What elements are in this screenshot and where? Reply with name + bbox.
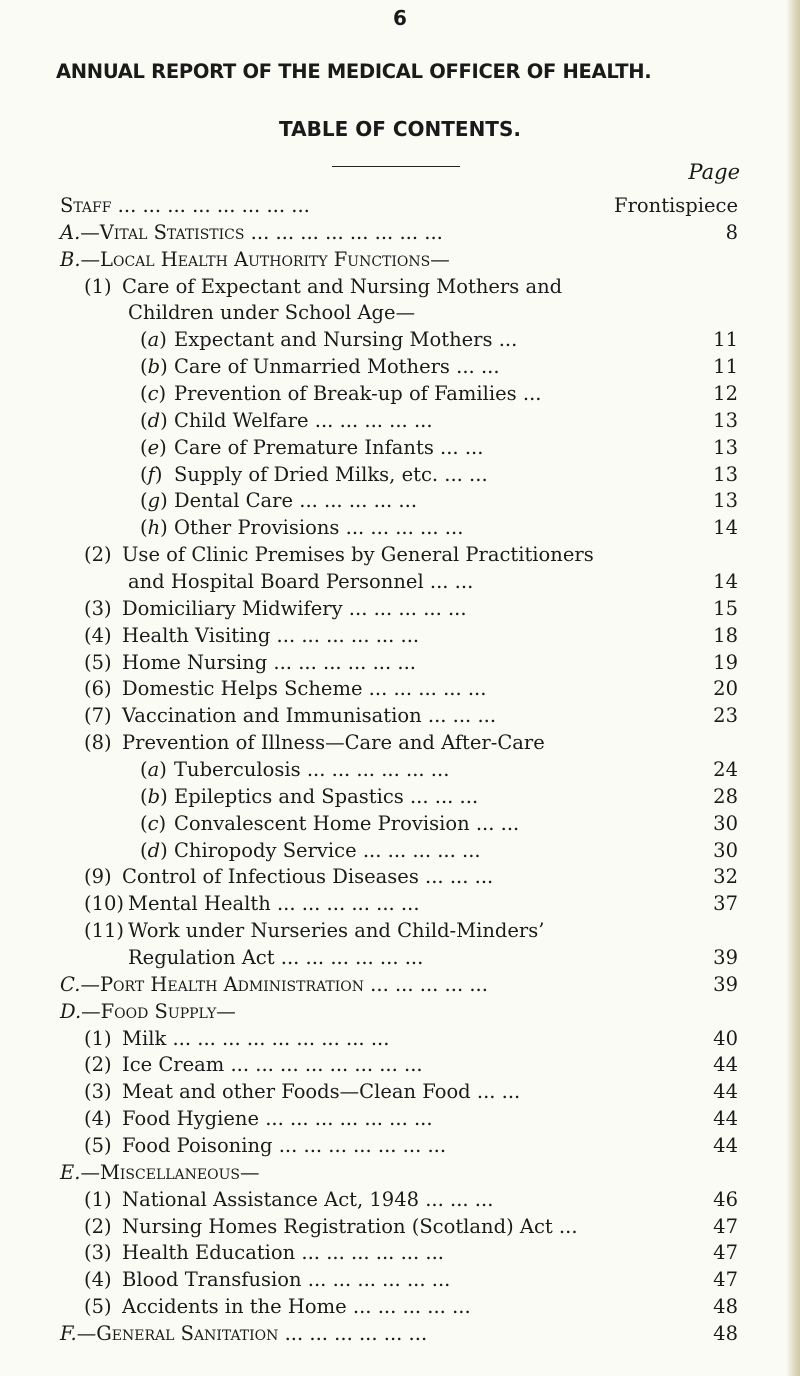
entry-title: Chiropody Service [174,838,357,862]
page-ref: 47 [713,1241,738,1265]
toc-title: TABLE OF CONTENTS. [279,117,521,141]
entry-number: (a) [140,758,167,781]
leader-dots: ... ... ... ... ... [293,489,418,513]
page-ref: 44 [713,1134,738,1157]
entry-number: (1) [84,1026,112,1050]
leader-dots: ... ... [470,1080,521,1104]
entry-number: (1) [84,274,112,298]
page-ref: 28 [713,784,738,808]
entry-title: Care of Premature Infants [174,435,434,459]
entry-title: Meat and other Foods—Clean Food [122,1080,471,1104]
entry-number: (10) [84,892,125,916]
entry-title: National Assistance Act, 1948 [122,1187,420,1211]
section-letter: D. [60,999,82,1023]
section-letter: C. [60,972,81,996]
page-ref: 39 [713,972,738,996]
page-ref: 13 [713,489,738,513]
entry-title: Use of Clinic Premises by General Practitioners [122,543,594,567]
leader-dots: ... ... ... ... ... [342,596,467,620]
leader-dots: ... ... ... ... ... ... ... ... ... [166,1026,390,1050]
leader-dots: ... ... [449,355,500,379]
entry-title: Regulation Act [128,946,275,969]
page-ref: 14 [713,516,738,540]
page-ref: 44 [713,1080,738,1104]
entry-title: Prevention of Illness—Care and After-Care [122,731,545,755]
entry-number: (3) [84,1080,112,1104]
report-title: ANNUAL REPORT OF THE MEDICAL OFFICER OF HEALTH. [56,60,652,83]
entry-number: (4) [84,623,112,647]
toc-entry [0,1318,800,1349]
leader-dots: ... ... ... ... ... [362,677,487,701]
leader-dots: ... ... ... ... ... ... [270,623,420,647]
entry-title: and Hospital Board Personnel [128,570,424,593]
entry-number: (9) [84,865,112,889]
entry-number: (3) [84,596,112,620]
page-ref: Frontispiece [614,194,738,217]
leader-dots: ... ... ... ... ... ... [295,1241,444,1265]
page-ref: 23 [713,704,738,728]
leader-dots: ... ... ... ... ... [346,1295,471,1319]
page-ref: 46 [713,1187,738,1211]
entry-title: Ice Cream [122,1053,225,1077]
leader-dots: ... [492,328,518,352]
entry-number: (7) [84,704,112,728]
page-ref: 44 [713,1053,738,1077]
leader-dots: ... ... ... [418,865,494,889]
entry-title: Prevention of Break-up of Families [174,382,517,405]
entry-title: Mental Health [128,892,271,916]
leader-dots: ... ... ... ... ... ... [270,892,420,916]
leader-dots: ... [516,382,542,405]
section-title: —General Sanitation [76,1322,279,1345]
entry-number: (g) [140,489,168,513]
entry-title: Other Provisions [174,516,340,540]
page-ref: 13 [713,408,738,432]
entry-title: Food Hygiene [122,1107,260,1131]
entry-number: (d) [140,838,168,862]
entry-number: (2) [84,1214,112,1238]
section-letter: F. [60,1322,77,1345]
entry-number: (b) [140,784,168,808]
leader-dots: ... ... ... ... ... ... ... ... [244,220,443,244]
section-letter: B. [60,247,81,271]
title-rule [332,166,460,167]
page-number: 6 [393,6,407,30]
leader-dots: ... ... ... [419,1187,494,1211]
leader-dots: ... ... ... ... ... [308,408,433,432]
leader-dots: ... ... ... ... ... ... [300,758,450,781]
leader-dots: ... ... ... ... ... ... [278,1322,428,1345]
page-column-label: Page [688,160,740,184]
entry-title: Tuberculosis [174,758,301,781]
leader-dots: ... ... ... ... ... ... [274,946,424,969]
entry-number: (f) [140,462,163,486]
page-ref: 15 [713,596,738,620]
leader-dots: ... ... ... ... ... ... ... ... [111,194,310,217]
entry-title: Domiciliary Midwifery [122,596,343,620]
entry-title: Vaccination and Immunisation [122,704,422,728]
section-letter: E. [60,1160,81,1184]
entry-title: Care of Expectant and Nursing Mothers and [122,274,563,298]
page-ref: 44 [713,1107,738,1131]
leader-dots: ... ... [433,435,484,459]
page-ref: 20 [713,677,738,701]
section-title: —Port Health Administration [80,972,364,996]
entry-title: Supply of Dried Milks, etc. [174,462,439,486]
entry-title: Control of Infectious Diseases [122,865,419,889]
entry-title: Health Education [122,1241,296,1265]
page-ref: 11 [713,328,738,352]
page-ref: 14 [713,570,738,593]
page-ref: 47 [713,1268,738,1292]
entry-number: (4) [84,1268,112,1292]
entry-number: (8) [84,731,112,755]
entry-number: (11) [84,919,125,943]
leader-dots: ... ... ... ... ... ... [301,1268,451,1292]
entry-number: (3) [84,1241,112,1265]
entry-title: Expectant and Nursing Mothers [174,328,493,352]
entry-title: Blood Transfusion [122,1268,302,1292]
entry-title: Nursing Homes Registration (Scotland) Act [122,1214,553,1238]
entry-number: (a) [140,328,167,352]
entry-title: Home Nursing [122,650,268,674]
leader-dots: ... ... ... ... ... ... [267,650,416,674]
entry-number: (6) [84,677,112,701]
leader-dots: ... ... ... [403,784,479,808]
entry-number: (1) [84,1187,112,1211]
leader-dots: ... [552,1214,578,1238]
leader-dots: ... ... ... ... ... [356,838,481,862]
section-title: —Local Health Authority Functions— [80,247,450,271]
page-ref: 12 [713,382,738,405]
entry-title: Dental Care [174,489,294,513]
leader-dots: ... ... [469,811,520,835]
entry-number: (5) [84,1295,112,1319]
entry-number: (d) [140,408,168,432]
entry-number: (e) [140,435,167,459]
page-ref: 19 [713,650,738,674]
leader-dots: ... ... ... ... ... [363,972,488,996]
page-ref: 37 [713,892,738,916]
page-ref: 24 [713,758,738,781]
page-ref: 11 [713,355,738,379]
entry-title: Child Welfare [174,408,309,432]
entry-title: Accidents in the Home [122,1295,347,1319]
page-ref: 13 [713,462,738,486]
section-letter: A. [60,220,81,244]
page-ref: 13 [713,435,738,459]
page-ref: 39 [713,946,738,969]
section-title: —Vital Statistics [80,220,245,244]
entry-title: Work under Nurseries and Child-Minders’ [128,919,545,943]
leader-dots: ... ... ... ... ... ... ... [272,1134,447,1157]
entry-number: (5) [84,650,112,674]
entry-title: Epileptics and Spastics [174,784,404,808]
entry-title: Care of Unmarried Mothers [174,355,450,379]
page-ref: 40 [713,1026,738,1050]
page-ref: 48 [713,1295,738,1319]
leader-dots: ... ... [438,462,488,486]
leader-dots: ... ... [423,570,474,593]
entry-title: Children under School Age— [128,301,416,325]
entry-number: (5) [84,1134,112,1157]
entry-title: Health Visiting [122,623,271,647]
entry-number: (c) [140,811,167,835]
leader-dots: ... ... ... ... ... ... ... ... [224,1053,423,1077]
entry-number: (h) [140,516,168,540]
entry-number: (b) [140,355,168,379]
section-title: —Food Supply— [81,999,236,1023]
page-ref: 18 [713,623,738,647]
entry-number: (2) [84,543,112,567]
entry-title: Convalescent Home Provision [174,811,470,835]
page-ref: 47 [713,1214,738,1238]
entry-number: (4) [84,1107,112,1131]
entry-title: Milk [122,1026,167,1050]
entry-number: (2) [84,1053,112,1077]
section-title: Staff [60,194,112,217]
leader-dots: ... ... ... ... ... ... ... [259,1107,433,1131]
leader-dots: ... ... ... ... ... [339,516,464,540]
entry-title: Food Poisoning [122,1134,273,1157]
leader-dots: ... ... ... [421,704,497,728]
section-title: —Miscellaneous— [80,1160,260,1184]
page-ref: 30 [713,838,738,862]
entry-title: Domestic Helps Scheme [122,677,363,701]
entry-number: (c) [140,382,167,405]
page-ref: 48 [713,1322,738,1345]
page-ref: 32 [713,865,738,889]
page-ref: 8 [725,220,738,244]
page-ref: 30 [713,811,738,835]
